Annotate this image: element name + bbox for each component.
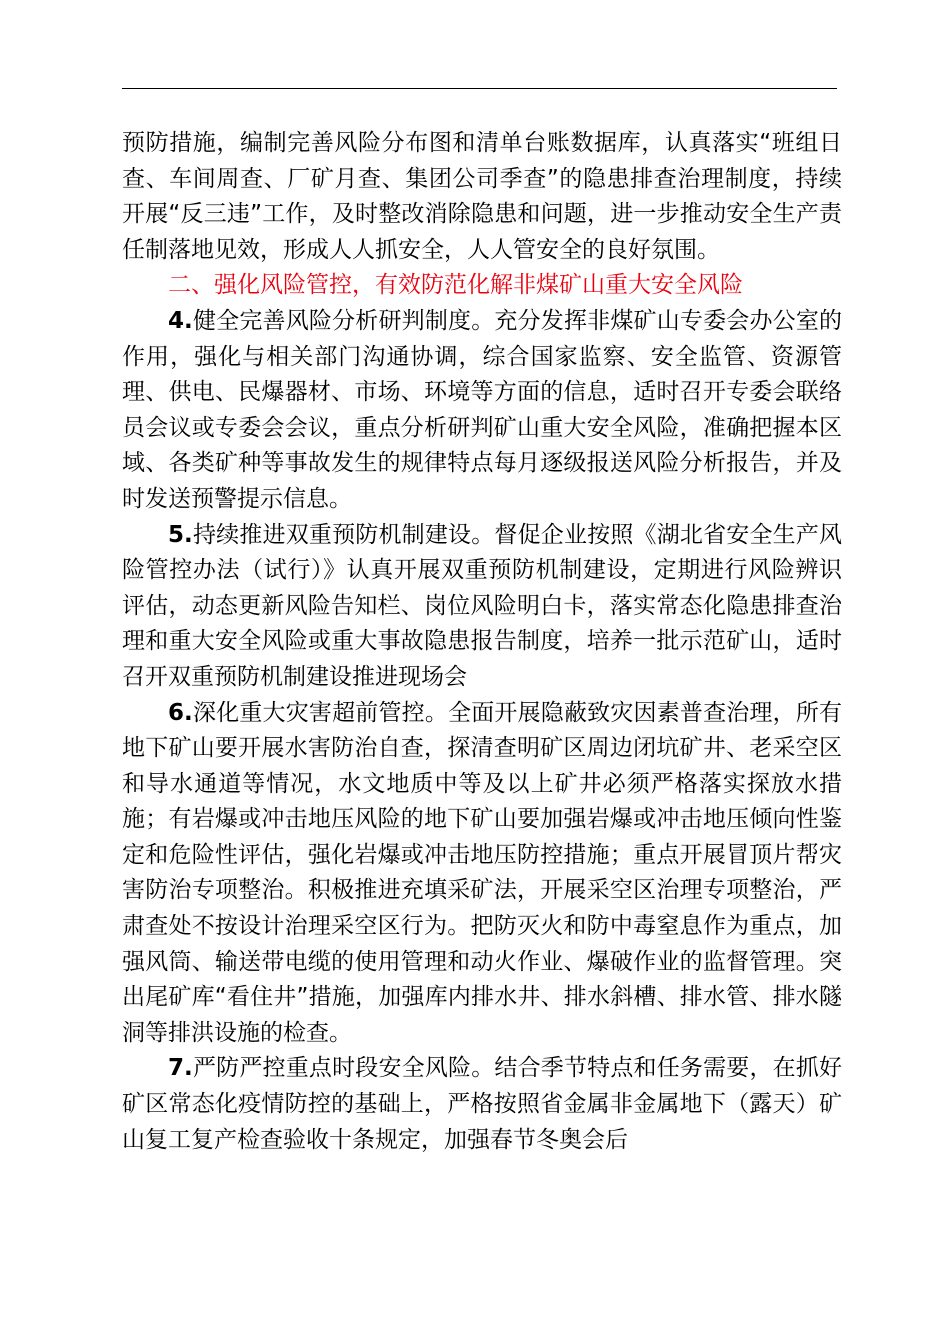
item-number: 7. (168, 1055, 193, 1082)
item-number: 5. (168, 521, 193, 548)
item-number: 6. (168, 699, 193, 726)
header-rule (122, 88, 837, 89)
item-text: 持续推进双重预防机制建设。督促企业按照《湖北省安全生产风险管控办法（试行）》认真开展双重预防机制建设，定期进行风险辨识评估，动态更新风险告知栏、岗位风险明白卡，落实常态化隐患排查治理和重大安全风险或重大事故隐患报告制度，培养一批示范矿山，适时召开双重预防机制建设推进现场会 (122, 521, 842, 690)
document-body (122, 126, 842, 1158)
item-text: 深化重大灾害超前管控。全面开展隐蔽致灾因素普查治理，所有地下矿山要开展水害防治自查，探清查明矿区周边闭坑矿井、老采空区和导水通道等情况，水文地质中等及以上矿井必须严格落实探放水措施；有岩爆或冲击地压风险的地下矿山要加强岩爆或冲击地压倾向性鉴定和危险性评估，强化岩爆或冲击地压防控措施；重点开展冒顶片帮灾害防治专项整治。积极推进充填采矿法，开展采空区治理专项整治，严肃查处不按设计治理采空区行为。把防灭火和防中毒窒息作为重点，加强风筒、输送带电缆的使用管理和动火作业、爆破作业的监督管理。突出尾矿库“看住井”措施，加强库内排水井、排水斜槽、排水管、排水隧洞等排洪设施的检查。 (122, 699, 842, 1046)
paragraph-continued: 预防措施，编制完善风险分布图和清单台账数据库，认真落实“班组日查、车间周查、厂矿月查、集团公司季查”的隐患排查治理制度，持续开展“反三违”工作，及时整改消除隐患和问题，进一步推动安全生产责任制落地见效，形成人人抓安全，人人管安全的良好氛围。 (122, 130, 842, 263)
paragraph-item-4 (122, 304, 842, 518)
item-text: 健全完善风险分析研判制度。充分发挥非煤矿山专委会办公室的作用，强化与相关部门沟通协调，综合国家监察、安全监管、资源管理、供电、民爆器材、市场、环境等方面的信息，适时召开专委会联络员会议或专委会会议，重点分析研判矿山重大安全风险，准确把握本区域、各类矿种等事故发生的规律特点每月逐级报送风险分析报告，并及时发送预警提示信息。 (122, 307, 842, 512)
paragraph-item-7 (122, 1051, 842, 1158)
item-text: 严防严控重点时段安全风险。结合季节特点和任务需要，在抓好矿区常态化疫情防控的基础上，严格按照省金属非金属地下（露天）矿山复工复产检查验收十条规定，加强春节冬奥会后 (122, 1055, 842, 1153)
paragraph-item-6 (122, 696, 842, 1052)
item-number: 4. (168, 307, 193, 334)
paragraph-item-5 (122, 518, 842, 696)
section-heading: 二、强化风险管控，有效防范化解非煤矿山重大安全风险 (168, 272, 743, 299)
